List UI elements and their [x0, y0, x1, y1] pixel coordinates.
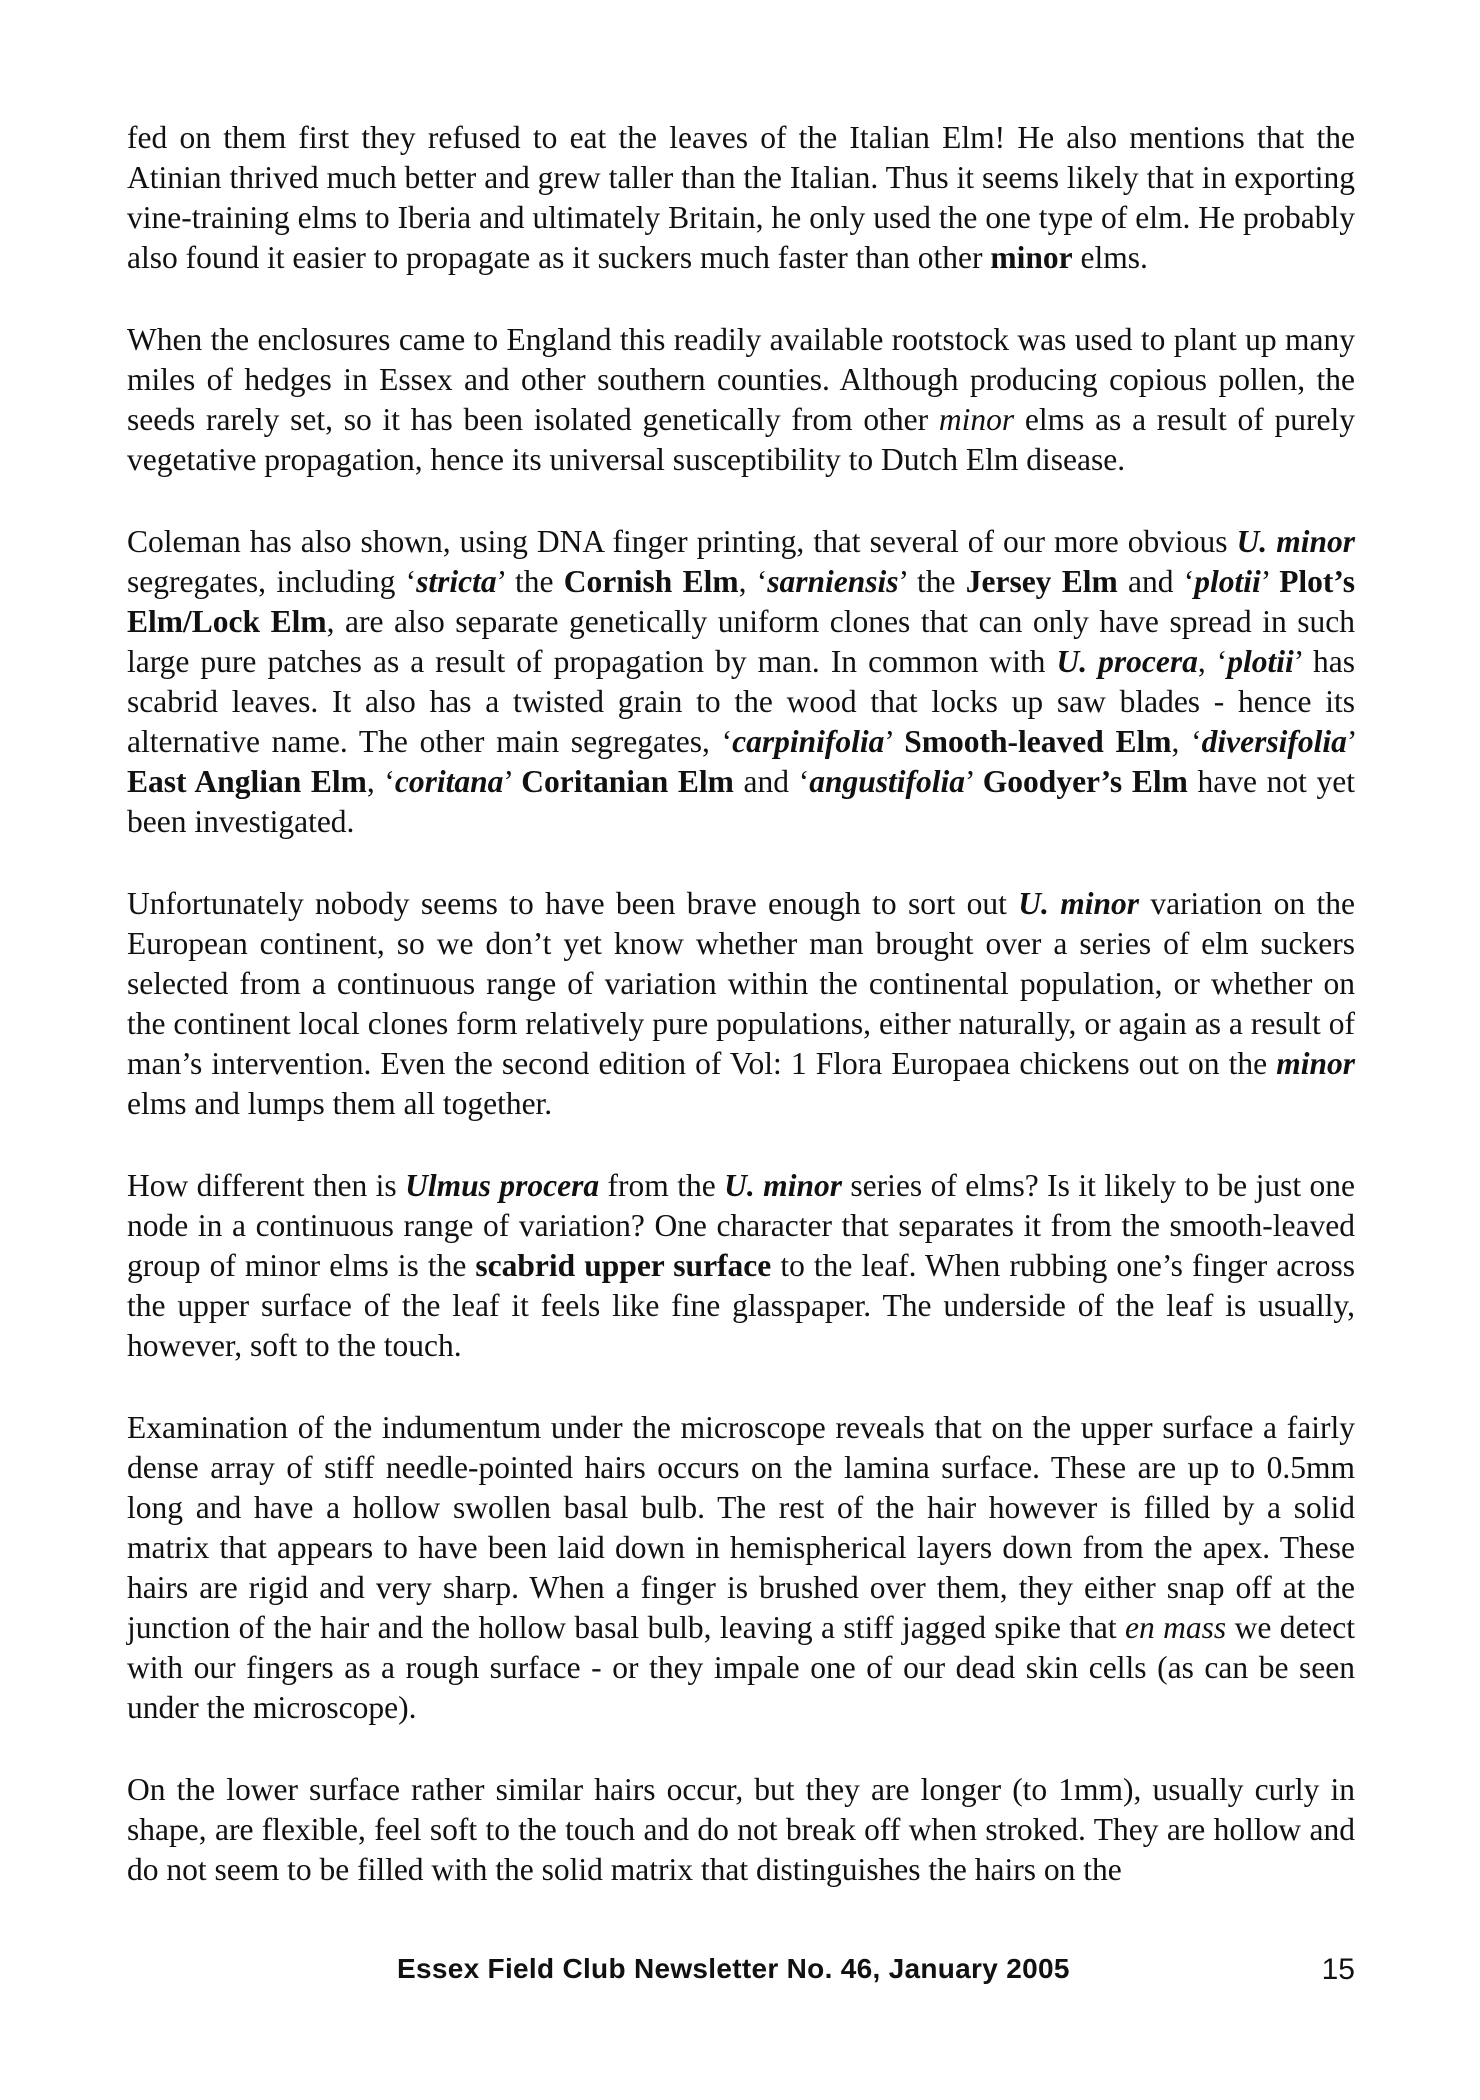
text-run: U. procera — [1056, 644, 1198, 679]
text-run: Coritanian Elm — [521, 764, 734, 799]
text-run: scabrid upper surface — [475, 1248, 772, 1283]
text-run: Unfortunately nobody seems to have been brave enough to sort out — [127, 886, 1019, 921]
paragraph — [127, 522, 1355, 842]
text-run: from the — [599, 1168, 725, 1203]
text-run: minor — [990, 240, 1073, 275]
text-run: ’ — [1260, 564, 1280, 599]
text-run: minor — [938, 402, 1015, 437]
text-run: ’ the — [496, 564, 564, 599]
text-run: Plot’s Elm/Lock Elm — [127, 564, 1355, 639]
footer-publication-title: Essex Field Club Newsletter No. 46, January 2005 — [397, 1953, 1070, 1984]
text-run: we detect with our fingers as a rough surface - or they impale one of our dead skin cells (as can be seen under the microscope). — [127, 1610, 1355, 1725]
text-run: and ‘ — [1117, 564, 1195, 599]
text-run: ’ the — [898, 564, 966, 599]
text-run: ’ has scabrid leaves. It also has a twisted grain to the wood that locks up saw blades - hence its alternative name. The other main segregates, ‘ — [127, 644, 1355, 759]
text-run: U. minor — [1236, 524, 1355, 559]
text-run: How different then is — [127, 1168, 406, 1203]
text-run: , ‘ — [1197, 644, 1228, 679]
text-run: diversifolia — [1201, 724, 1347, 759]
paragraph — [127, 320, 1355, 480]
text-run: elms and lumps them all together. — [127, 1086, 553, 1121]
text-run: series of elms? Is it likely to be just one node in a continuous range of variation? One character that separates it from the smooth-leaved group of minor elms is the — [127, 1168, 1356, 1283]
text-run: , ‘ — [1171, 724, 1202, 759]
text-run: plotii — [1227, 644, 1294, 679]
text-run: minor — [1276, 1046, 1355, 1081]
text-run: East Anglian Elm — [127, 764, 367, 799]
text-run: Smooth-leaved Elm — [904, 724, 1172, 759]
text-run: ’ — [1346, 724, 1355, 759]
text-run: Cornish Elm — [563, 564, 739, 599]
paragraph — [127, 1166, 1355, 1366]
text-run: ’ — [964, 764, 983, 799]
text-run: Examination of the indumentum under the microscope reveals that on the upper surface a fairly dense array of stiff needle-pointed hairs occurs on the lamina surface. These are up to 0.5mm long and have a hollow swollen basal bulb. The rest of the hair however is filled by a solid matrix that appears to have been laid down in hemispherical layers down from the apex. These hairs are rigid and very sharp. When a finger is brushed over them, they either snap off at the junction of the hair and the hollow basal bulb, leaving a stiff jagged spike that — [127, 1410, 1355, 1645]
text-run: en mass — [1125, 1610, 1227, 1645]
paragraph — [127, 1770, 1355, 1890]
page-number: 15 — [1321, 1953, 1355, 1986]
text-run: When the enclosures came to England this readily available rootstock was used to plant up many miles of hedges in Essex and other southern counties. Although producing copious pollen, the seeds rarely set, so it has been isolated genetically from other — [127, 322, 1355, 437]
text-run: coritana — [394, 764, 504, 799]
text-run: U. minor — [1018, 886, 1139, 921]
text-run: have not yet been investigated. — [127, 764, 1356, 839]
text-run: Ulmus procera — [405, 1168, 600, 1203]
text-run: , are also separate genetically uniform clones that can only have spread in such large pure patches as a result of propagation by man. In common with — [127, 604, 1356, 679]
text-run: variation on the European continent, so we don’t yet know whether man brought over a series of elm suckers selected from a continuous range of variation within the continental population, or whether on the continent local clones form relatively pure populations, either naturally, or again as a result of man’s intervention. Even the second edition of Vol: 1 Flora Europaea chickens out on the — [127, 886, 1355, 1081]
text-run: plotii — [1194, 564, 1261, 599]
text-run: segregates, including ‘ — [127, 564, 417, 599]
paragraph — [127, 118, 1355, 278]
text-run: stricta — [416, 564, 497, 599]
text-run: elms as a result of purely vegetative propagation, hence its universal susceptibility to Dutch Elm disease. — [127, 402, 1355, 477]
text-run: to the leaf. When rubbing one’s finger across the upper surface of the leaf it feels like fine glasspaper. The underside of the leaf is usually, however, soft to the touch. — [127, 1248, 1355, 1363]
page-footer — [127, 1953, 1355, 1993]
text-run: On the lower surface rather similar hairs occur, but they are longer (to 1mm), usually curly in shape, are flexible, feel soft to the touch and do not break off when stroked. They are hollow and do not seem to be filled with the solid matrix that distinguishes the hairs on the — [127, 1772, 1355, 1887]
text-run: , ‘ — [738, 564, 768, 599]
paragraph — [127, 884, 1355, 1124]
text-run: and ‘ — [733, 764, 810, 799]
text-run: , ‘ — [366, 764, 395, 799]
text-run: sarniensis — [767, 564, 899, 599]
text-run: carpinifolia — [732, 724, 885, 759]
text-run: fed on them first they refused to eat the leaves of the Italian Elm! He also mentions that the Atinian thrived much better and grew taller than the Italian. Thus it seems likely that in exporting vine-training elms to Iberia and ultimately Britain, he only used the one type of elm. He probably also found it easier to propagate as it suckers much faster than other — [127, 120, 1355, 275]
text-run: ’ — [884, 724, 905, 759]
text-run: elms. — [1072, 240, 1148, 275]
text-run: angustifolia — [809, 764, 965, 799]
text-run: Coleman has also shown, using DNA finger printing, that several of our more obvious — [127, 524, 1237, 559]
text-run: Goodyer’s Elm — [982, 764, 1188, 799]
text-run: ’ — [503, 764, 522, 799]
text-run: Jersey Elm — [965, 564, 1118, 599]
article-body — [127, 118, 1355, 1932]
text-run: U. minor — [724, 1168, 842, 1203]
paragraph — [127, 1408, 1355, 1728]
